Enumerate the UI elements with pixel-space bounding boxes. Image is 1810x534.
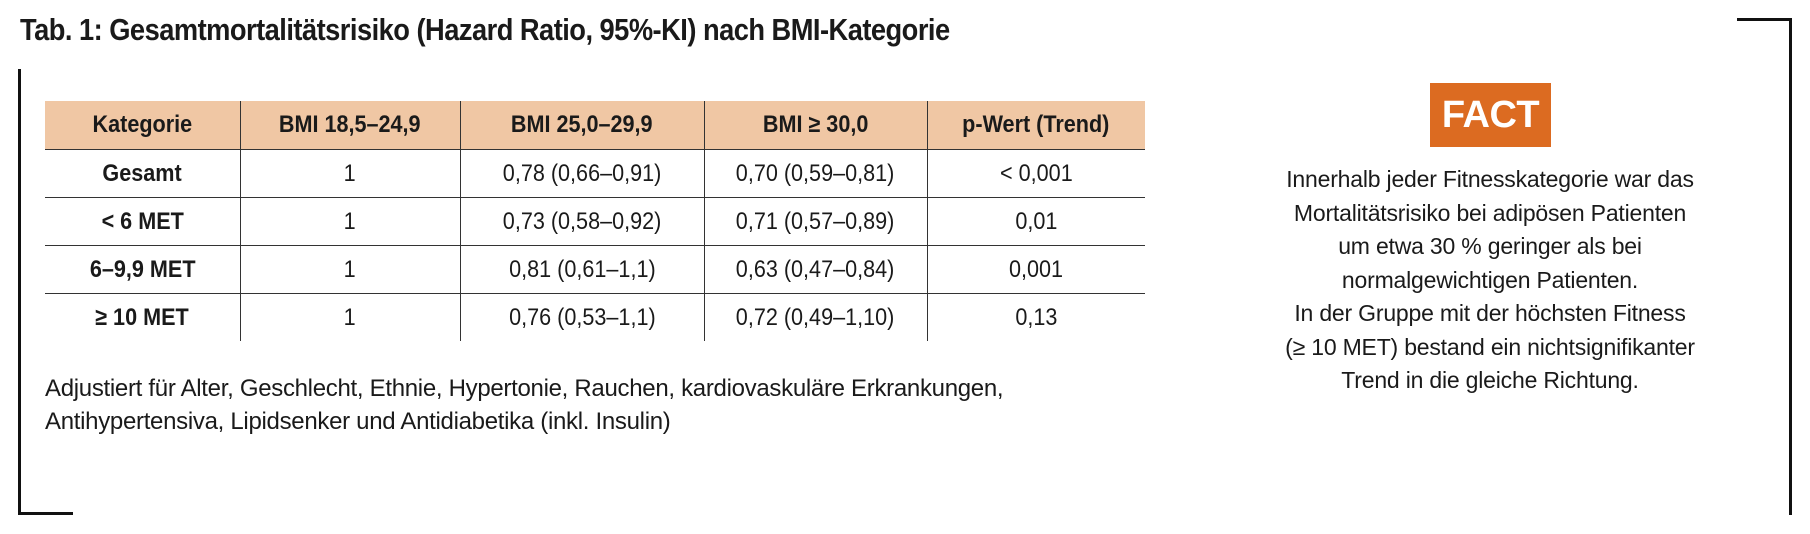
fact-text	[1240, 163, 1740, 398]
table-cell: 0,81 (0,61–1,1)	[460, 246, 704, 294]
header-p-wert: p-Wert (Trend)	[927, 101, 1145, 150]
header-bmi-obese: BMI ≥ 30,0	[704, 101, 927, 150]
table-cell: < 0,001	[927, 150, 1145, 198]
table-cell: 0,76 (0,53–1,1)	[460, 294, 704, 342]
left-bracket-foot	[18, 512, 73, 515]
table-cell: 0,001	[927, 246, 1145, 294]
table-cell: 0,78 (0,66–0,91)	[460, 150, 704, 198]
fact-line: Trend in die gleiche Richtung.	[1341, 367, 1639, 393]
fact-line: normalgewichtigen Patienten.	[1341, 266, 1639, 293]
table-header-row	[45, 101, 1145, 150]
header-bmi-overweight: BMI 25,0–29,9	[460, 101, 704, 150]
table-footnote	[45, 372, 1145, 438]
table-title: Tab. 1: Gesamtmortalitätsrisiko (Hazard Ratio, 95%-KI) nach BMI-Kategorie	[20, 12, 950, 47]
table-cell: 0,01	[927, 198, 1145, 246]
footnote-line: Antihypertensiva, Lipidsenker und Antidiabetika (inkl. Insulin)	[45, 408, 671, 435]
right-bracket-head	[1737, 18, 1792, 21]
table-cell: 1	[240, 294, 460, 342]
table-cell: 1	[240, 246, 460, 294]
footnote-line: Adjustiert für Alter, Geschlecht, Ethnie, Hypertonie, Rauchen, kardiovaskuläre Erkrankungen,	[45, 375, 1004, 402]
fact-line: Mortalitätsrisiko bei adipösen Patienten	[1293, 199, 1687, 226]
row-label: Gesamt	[45, 150, 240, 198]
table-cell: 0,71 (0,57–0,89)	[704, 198, 927, 246]
table-row	[45, 150, 1145, 198]
table-cell: 0,63 (0,47–0,84)	[704, 246, 927, 294]
table-cell: 1	[240, 150, 460, 198]
row-label: 6–9,9 MET	[45, 246, 240, 294]
hazard-ratio-table	[45, 101, 1145, 341]
header-kategorie: Kategorie	[45, 101, 240, 150]
table-cell: 1	[240, 198, 460, 246]
table-row	[45, 294, 1145, 342]
header-bmi-normal: BMI 18,5–24,9	[240, 101, 460, 150]
table-cell: 0,73 (0,58–0,92)	[460, 198, 704, 246]
fact-line: (≥ 10 MET) bestand ein nichtsignifikanter	[1285, 333, 1695, 360]
row-label: < 6 MET	[45, 198, 240, 246]
fact-line: Innerhalb jeder Fitnesskategorie war das	[1286, 166, 1694, 192]
table-cell: 0,13	[927, 294, 1145, 342]
row-label: ≥ 10 MET	[45, 294, 240, 342]
right-bracket-line	[1789, 18, 1792, 515]
fact-line: um etwa 30 % geringer als bei	[1338, 233, 1642, 259]
table-row	[45, 198, 1145, 246]
table-cell: 0,72 (0,49–1,10)	[704, 294, 927, 342]
fact-badge: FACT	[1430, 83, 1551, 147]
fact-line: In der Gruppe mit der höchsten Fitness	[1294, 300, 1686, 326]
table-cell: 0,70 (0,59–0,81)	[704, 150, 927, 198]
left-bracket-line	[18, 69, 21, 515]
table-row	[45, 246, 1145, 294]
